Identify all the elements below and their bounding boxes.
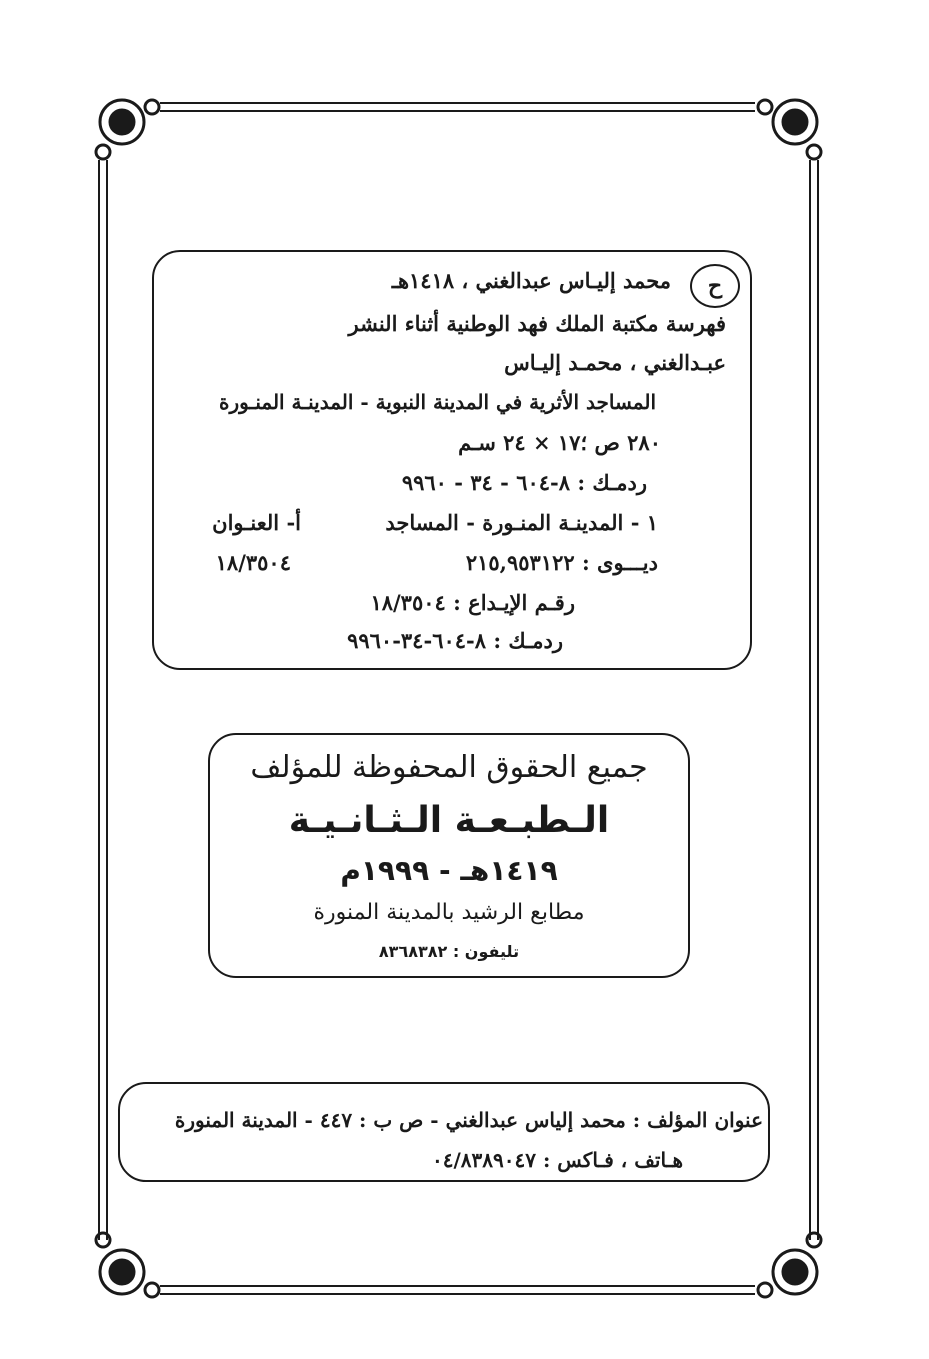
phone-line: تليفون : ٨٣٦٨٣٨٢	[378, 942, 520, 961]
library-line: فهرسة مكتبة الملك فهد الوطنية أثناء النشر	[348, 311, 726, 336]
cataloging-mark: ح	[690, 264, 740, 308]
corner-ornament-bottom-right	[758, 1233, 821, 1297]
corner-ornament-top-left	[96, 100, 159, 159]
edition-line: الـطبـعـة الـثـانـيـة	[288, 800, 610, 841]
address-line-2: هـاتف ، فـاكس : ٠٤/٨٣٨٩٠٤٧	[432, 1148, 683, 1172]
pages-line: ٢٨٠ ص ؛١٧ × ٢٤ سـم	[458, 430, 661, 455]
isbn-line: ردمـك : ٨-٦٠٤ - ٣٤ - ٩٩٦٠	[401, 470, 647, 495]
dewey-number: ١٨/٣٥٠٤	[215, 550, 291, 575]
deposit-line: رقـم الإيـداع : ١٨/٣٥٠٤	[370, 590, 575, 615]
printer-line: مطابع الرشيد بالمدينة المنورة	[313, 900, 585, 925]
author-line: محمد إليـاس عبدالغني ، ١٤١٨هـ	[391, 268, 671, 293]
year-line: ١٤١٩هـ - ١٩٩٩م	[340, 854, 558, 887]
title-index: أ- العنـوان	[212, 510, 301, 535]
copyright-line: جميع الحقوق المحفوظة للمؤلف	[250, 750, 648, 785]
author-inverted: عبـدالغني ، محمـد إليـاس	[504, 350, 726, 375]
corner-ornament-top-right	[758, 100, 821, 159]
address-line-1: عنوان المؤلف : محمد إلياس عبدالغني - ص ب : ٤٤٧ - المدينة المنورة	[174, 1108, 763, 1132]
corner-ornament-bottom-left	[96, 1233, 159, 1297]
title-line: المساجد الأثرية في المدينة النبوية - المدينـة المنـورة	[219, 390, 656, 414]
subjects-line: ١ - المدينـة المنـورة - المساجد	[385, 510, 658, 535]
dewey-label: ديـــوى : ٢١٥,٩٥٣١٢٢	[465, 550, 658, 575]
isbn-line-2: ردمـك : ٨-٦٠٤-٣٤-٩٩٦٠	[347, 628, 563, 653]
